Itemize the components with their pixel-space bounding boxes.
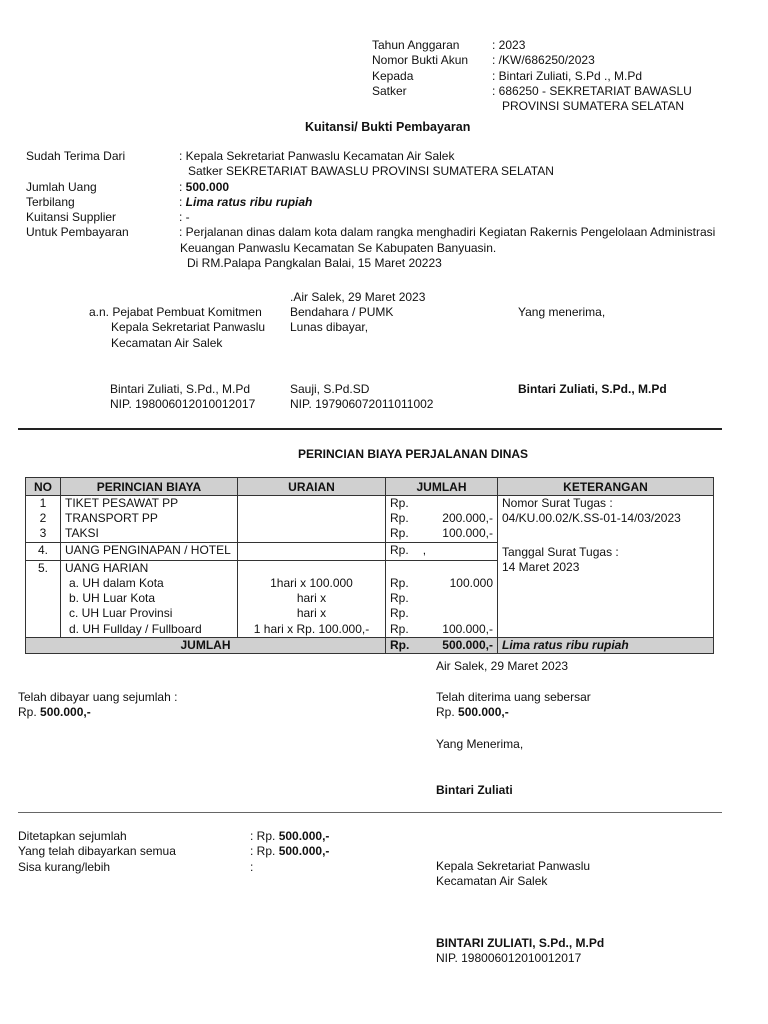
bendahara-line1: Bendahara / PUMK xyxy=(290,305,394,319)
kepala-signature xyxy=(436,936,604,967)
rincian-header-row xyxy=(26,478,714,496)
table-row: d. UH Fullday / Fullboard 1 hari x Rp. 100.000,- Rp. 100.000,- xyxy=(26,622,714,638)
table-row: b. UH Luar Kota hari x Rp. xyxy=(26,591,714,606)
value-terbilang: : Lima ratus ribu rupiah xyxy=(179,194,313,209)
col-jumlah: JUMLAH xyxy=(386,478,498,496)
value-kuitansi-supplier: : - xyxy=(179,210,190,225)
col-no: NO xyxy=(26,478,61,496)
label-untuk-pembayaran: Untuk Pembayaran xyxy=(26,225,129,240)
table-row: c. UH Luar Provinsi hari x Rp. xyxy=(26,606,714,621)
value-jumlah-uang: : 500.000 xyxy=(179,179,230,194)
received-title: Yang Menerima, xyxy=(436,737,524,751)
header-label-kepada: Kepada xyxy=(372,68,414,83)
bendahara-nip: NIP. 197906072011011002 xyxy=(290,397,434,412)
header-label-tahun: Tahun Anggaran xyxy=(372,38,460,52)
header-label-nomor: Nomor Bukti Akun xyxy=(372,53,469,68)
sign-place-date: .Air Salek, 29 Maret 2023 xyxy=(290,290,426,304)
dibayarkan-label: Yang telah dibayarkan semua xyxy=(18,844,176,859)
table-row: 3 TAKSI Rp. 100.000,- xyxy=(26,526,714,542)
value-untuk-pembayaran-3: Di RM.Palapa Pangkalan Balai, 15 Maret 20223 xyxy=(187,256,442,271)
ditetapkan-value: 500.000,- xyxy=(278,829,330,843)
header-label-satker: Satker xyxy=(372,83,407,98)
total-rp: Rp. xyxy=(390,637,410,652)
receiver-title: Yang menerima, xyxy=(518,305,606,319)
keterangan-1: Nomor Surat Tugas : xyxy=(498,496,714,512)
label-terbilang: Terbilang xyxy=(26,194,75,209)
header-value-satker-line2: PROVINSI SUMATERA SELATAN xyxy=(502,99,685,114)
bendahara-name: Sauji, S.Pd.SD xyxy=(290,382,370,396)
ppk-line3: Kecamatan Air Salek xyxy=(111,335,223,350)
ppk-name: Bintari Zuliati, S.Pd., M.Pd xyxy=(110,382,251,396)
payment-place-date: Air Salek, 29 Maret 2023 xyxy=(436,659,569,673)
ppk-line1: a.n. Pejabat Pembuat Komitmen xyxy=(89,305,262,319)
value-satker: Satker SEKRETARIAT BAWASLU PROVINSI SUMATERA SELATAN xyxy=(188,164,554,179)
received-name: Bintari Zuliati xyxy=(436,783,513,797)
receiver-name: Bintari Zuliati, S.Pd., M.Pd xyxy=(518,382,667,396)
table-row: 2 TRANSPORT PP Rp. 200.000,- 04/KU.00.02/K.SS-01-14/03/2023 xyxy=(26,511,714,526)
summary-labels xyxy=(18,829,176,875)
value-untuk-pembayaran-1: : Perjalanan dinas dalam kota dalam rangka menghadiri Kegiatan Rakernis Pengelolaan Administrasi xyxy=(179,225,716,240)
received-label: Telah diterima uang sebersar xyxy=(436,690,591,704)
rincian-table xyxy=(25,477,714,654)
keterangan-3: Tanggal Surat Tugas : xyxy=(498,542,714,560)
table-total-row xyxy=(26,637,714,653)
field-values xyxy=(179,149,715,271)
ditetapkan-label: Ditetapkan sejumlah xyxy=(18,829,127,843)
summary-values: : Rp. 500.000,- : Rp. 500.000,- : xyxy=(250,829,330,874)
divider-bottom xyxy=(18,812,722,813)
paid-amount: 500.000,- xyxy=(40,705,91,720)
total-amount: 500.000,- xyxy=(442,637,493,652)
kepala-nip: NIP. 198006012010012017 xyxy=(436,951,582,966)
kepala-name: BINTARI ZULIATI, S.Pd., M.Pd xyxy=(436,936,605,950)
total-words: Lima ratus ribu rupiah xyxy=(498,637,714,653)
header-values xyxy=(492,38,692,114)
jumlah-amount: 500.000 xyxy=(185,179,230,194)
received-amount: 500.000,- xyxy=(458,705,509,720)
header-labels xyxy=(372,38,468,99)
kepala-line2: Kecamatan Air Salek xyxy=(436,874,548,889)
paid-label: Telah dibayar uang sejumlah : xyxy=(18,690,178,704)
kepala-line1: Kepala Sekretariat Panwaslu xyxy=(436,859,591,873)
total-label: JUMLAH xyxy=(26,637,386,653)
header-value-satker: : 686250 - SEKRETARIAT BAWASLU xyxy=(492,83,692,98)
col-uraian: URAIAN xyxy=(238,478,386,496)
sisa-label: Sisa kurang/lebih xyxy=(18,859,111,874)
rincian-title: PERINCIAN BIAYA PERJALANAN DINAS xyxy=(298,447,529,461)
kepala-block xyxy=(436,859,590,890)
header-value-kepada: : Bintari Zuliati, S.Pd ., M.Pd xyxy=(492,68,643,83)
bendahara-line2: Lunas dibayar, xyxy=(290,320,369,335)
value-untuk-pembayaran-2: Keuangan Panwaslu Kecamatan Se Kabupaten Banyuasin. xyxy=(180,240,497,255)
divider-top xyxy=(18,428,722,430)
header-value-tahun: : 2023 xyxy=(492,38,526,52)
document-title: Kuitansi/ Bukti Pembayaran xyxy=(305,120,471,134)
ppk-line2: Kepala Sekretariat Panwaslu xyxy=(111,320,266,335)
value-sudah-terima: : Kepala Sekretariat Panwaslu Kecamatan Air Salek xyxy=(179,149,455,163)
header-value-nomor: : /KW/686250/2023 xyxy=(492,53,595,68)
label-kuitansi-supplier: Kuitansi Supplier xyxy=(26,210,117,225)
col-perincian: PERINCIAN BIAYA xyxy=(61,478,238,496)
table-row: 5. UANG HARIAN 14 Maret 2023 xyxy=(26,560,714,576)
label-sudah-terima: Sudah Terima Dari xyxy=(26,149,126,163)
table-row: a. UH dalam Kota 1hari x 100.000 Rp. 100.000 xyxy=(26,576,714,591)
terbilang-text: Lima ratus ribu rupiah xyxy=(185,194,313,209)
sisa-value: : xyxy=(250,859,254,874)
keterangan-2: 04/KU.00.02/K.SS-01-14/03/2023 xyxy=(498,511,714,526)
ppk-nip: NIP. 198006012010012017 xyxy=(110,397,256,412)
dibayarkan-value: 500.000,- xyxy=(278,844,330,859)
table-row: 1 TIKET PESAWAT PP Rp. Nomor Surat Tugas : xyxy=(26,496,714,512)
received-block: Telah diterima uang sebersar Rp. 500.000,- xyxy=(436,690,591,720)
ppk-block xyxy=(89,305,265,351)
ppk-signature xyxy=(110,382,255,413)
paid-block: Telah dibayar uang sejumlah : Rp. 500.000,- xyxy=(18,690,178,720)
col-keterangan: KETERANGAN xyxy=(498,478,714,496)
label-jumlah-uang: Jumlah Uang xyxy=(26,179,97,194)
bendahara-block xyxy=(290,305,393,336)
field-labels xyxy=(26,149,129,241)
bendahara-signature xyxy=(290,382,433,413)
keterangan-4: 14 Maret 2023 xyxy=(498,560,714,576)
table-row: 4. UANG PENGINAPAN / HOTEL Rp. , Tanggal Surat Tugas : xyxy=(26,542,714,560)
